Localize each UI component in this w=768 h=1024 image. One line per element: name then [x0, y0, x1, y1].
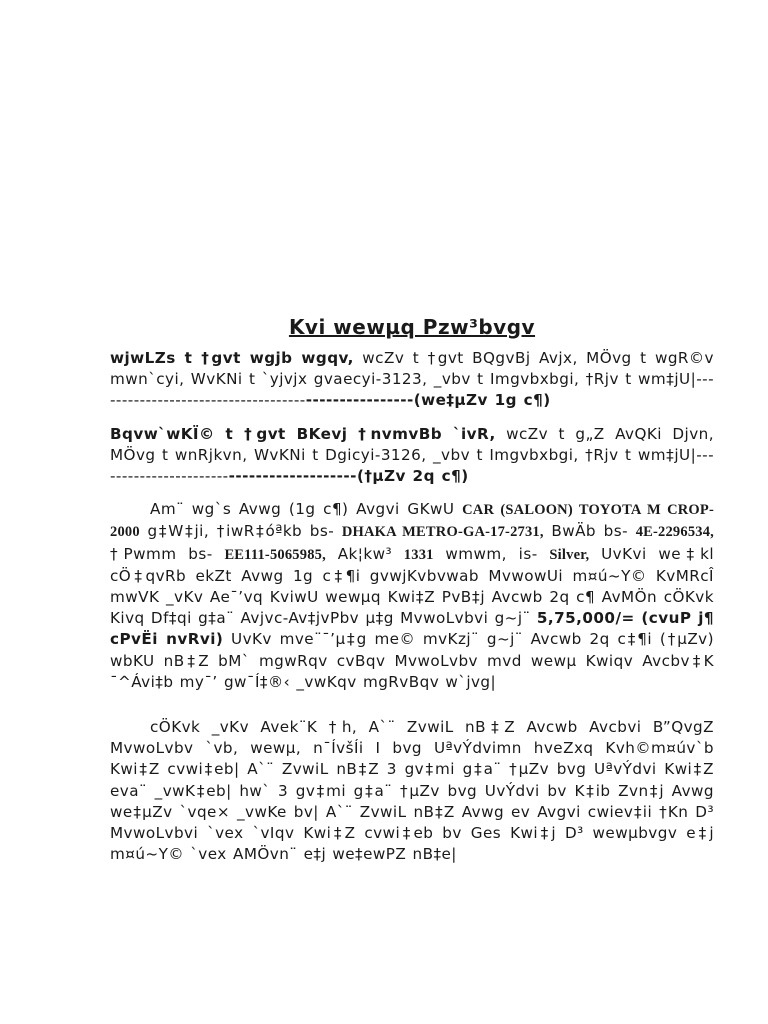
- chassis-number: EE111-5065985,: [224, 546, 326, 563]
- document-page: [110, 312, 714, 877]
- registration-number: DHAKA METRO-GA-17-2731,: [341, 524, 544, 541]
- engine-number: 4E-2296534,: [635, 524, 715, 541]
- party-one-dashes: ------------------------------------: [110, 370, 714, 410]
- body-text: Ak¦kw³: [325, 544, 404, 563]
- party-one-address: wcZv t †gvt BQgvBj Avjx, MÖvg t wgR©v mwn`cyi, WvKNi t `yjvjx gvaecyi-3123, _vbv t Imgvbxbgi, †Rjv t wm‡jU|: [110, 349, 714, 389]
- sale-price: 5,75,000/= (cvuP j¶ cPvËi nvRvi): [110, 609, 714, 649]
- vehicle-model: CAR (SALOON) TOYOTA M CROP- 2000: [110, 502, 714, 541]
- page-title: Kvi wewµq Pzw³bvgv: [288, 315, 536, 339]
- body-text: UvKv mve¨¯’µ‡g me© mvKzj¨ g~j¨ Avcwb 2q c‡¶i (†µZv) wbKU nB‡Z bM` mgwRqv cvBqv MvwoLvbv mvd wewµ Kwiqv Avcbv‡K ¯^Ávi‡b my¯’ gw¯Í‡®‹ _vwKqv mgRvBqv w`jvg|: [110, 630, 714, 691]
- paragraph-spacer: [110, 705, 714, 717]
- party-two-address: wcZv t g„Z AvQKi Djvn, MÖvg t wnRjkvn, WvKNi t Dgicyi-3126, _vbv t Imgvbxbgi, †Rjv t wm‡jU|: [110, 424, 714, 464]
- party-two-paragraph: [110, 424, 714, 488]
- sale-terms-paragraph: [110, 499, 714, 693]
- party-one-role: (we‡µZv 1g c¶): [413, 391, 551, 410]
- party-two-role: (†µZv 2q c¶): [356, 467, 469, 486]
- party-one-name: wjwLZs t †gvt wgjb wgqv,: [110, 349, 354, 367]
- transfer-terms-paragraph: cÖKvk _vKv Avek¨K †h, A`¨ ZvwiL nB‡Z Avcwb Avcbvi B”QvgZ MvwoLvbv `vb, wewµ, n¯ÍvšÍi I bvg UªvÝdvimn hveZxq Kvh©m¤úv`b Kwi‡Z cvwi‡eb| A`¨ ZvwiL nB‡Z 3 gv‡mi g‡a¨ †µZv bvg UªvÝdvi Kwi‡Z eva¨ _vwK‡eb| hw` 3 gv‡mi g‡a¨ †µZv bvg UvÝdvi bv K‡ib Zvn‡j Avwg we‡µZv `vqe× _vwKe bv| A`¨ ZvwiL nB‡Z Avwg ev Avgvi cwiev‡ii †Kn D³ MvwoLvbvi `vex `vIqv Kwi‡Z cvwi‡eb bv Ges Kwi‡j D³ wewµbvgv e‡j m¤ú~Y© `vex AMÖvn¨ e‡j we‡ewPZ nB‡e|: [110, 718, 714, 864]
- party-two-name: Bqvw`wKÏ© t †gvt BKevj †nvmvBb `ivR,: [110, 424, 496, 443]
- party-one-dashes-bold: ----------------: [305, 391, 414, 410]
- body-text: UvKvi we‡kl cÖ‡qvRb ekZt Avwg 1g c‡¶i gvwjKvbvwab MvwowUi m¤ú~Y© KvMRcÎ mwVK _vKv Ae¯’vq KviwU wewµq Kwi‡Z PvB‡j Avcwb 2q c¶ AvMÖn cÖKvk Kivq Df‡qi g‡a¨ Avjvc-Av‡jvPbv µ‡g MvwoLvbvi g~j¨: [110, 544, 715, 628]
- body-text: †Pwmm bs-: [110, 544, 225, 563]
- body-text: wmwm, is-: [433, 544, 550, 563]
- engine-capacity: 1331: [403, 546, 434, 563]
- party-two-dashes-bold: -------------------: [228, 467, 357, 486]
- party-one-paragraph: [110, 348, 714, 412]
- party-two-dashes: -----------------------: [110, 445, 714, 486]
- body-text: Am¨ wg`s Avwg (1g c¶) Avgvi GKwU: [150, 500, 463, 519]
- vehicle-color: Silver,: [549, 546, 590, 563]
- body-text: g‡W‡ji, †iwR‡óªkb bs-: [139, 522, 342, 541]
- body-text: BwÄb bs-: [543, 522, 636, 541]
